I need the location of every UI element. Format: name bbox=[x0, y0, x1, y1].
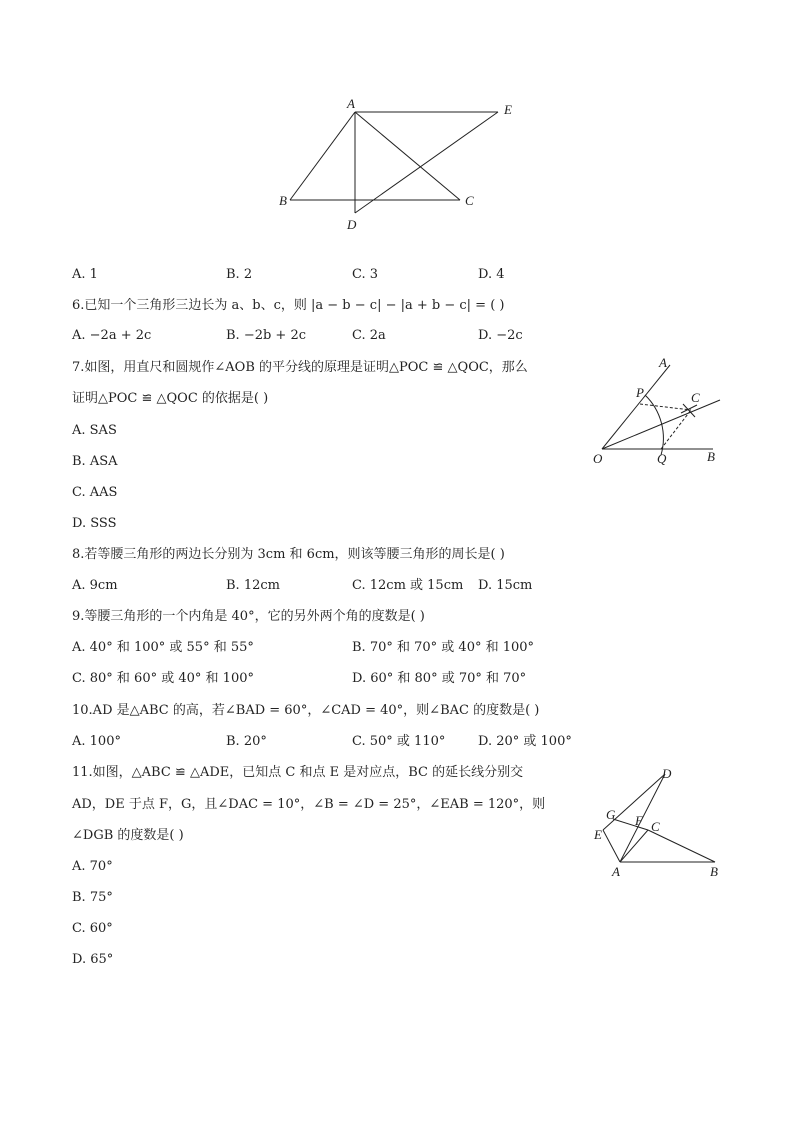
q10-stem: 10.AD 是△ABC 的高，若∠BAD = 60°，∠CAD = 40°，则∠BAC 的度数是( ) bbox=[72, 703, 540, 718]
q6-option-a: A. −2a + 2c bbox=[72, 328, 152, 343]
q9-option-d: D. 60° 和 80° 或 70° 和 70° bbox=[352, 671, 527, 686]
label-B: B bbox=[710, 864, 718, 879]
q11-stem-line3: ∠DGB 的度数是( ) bbox=[72, 828, 184, 843]
q11-stem-line2: AD，DE 于点 F，G，且∠DAC = 10°，∠B = ∠D = 25°，∠EAB = 120°，则 bbox=[72, 797, 546, 812]
q8-option-a: A. 9cm bbox=[72, 578, 118, 593]
q11-option-c: C. 60° bbox=[72, 921, 113, 936]
q5-option-d: D. 4 bbox=[478, 267, 505, 282]
label-C: C bbox=[651, 819, 660, 834]
q11-option-a: A. 70° bbox=[72, 859, 113, 874]
label-D: D bbox=[347, 217, 357, 232]
q5-option-c: C. 3 bbox=[352, 267, 379, 282]
q9-option-b: B. 70° 和 70° 或 40° 和 100° bbox=[352, 640, 535, 655]
label-C: C bbox=[691, 390, 700, 405]
q6-option-c: C. 2a bbox=[352, 328, 386, 343]
label-A: A bbox=[659, 355, 667, 370]
q7-option-c: C. AAS bbox=[72, 485, 118, 500]
q7-option-d: D. SSS bbox=[72, 516, 117, 531]
q8-option-c: C. 12cm 或 15cm bbox=[352, 578, 464, 593]
q9-option-c: C. 80° 和 60° 或 40° 和 100° bbox=[72, 671, 254, 686]
q11-option-d: D. 65° bbox=[72, 952, 114, 967]
q8-option-b: B. 12cm bbox=[226, 578, 280, 593]
label-B: B bbox=[279, 193, 287, 208]
figure-q7-angle-bisector bbox=[585, 355, 725, 470]
q6-stem: 6.已知一个三角形三边长为 a、b、c，则 |a − b − c| − |a + b − c| = ( ) bbox=[72, 298, 505, 313]
label-O: O bbox=[593, 451, 603, 466]
q7-option-a: A. SAS bbox=[72, 423, 117, 438]
q9-option-a: A. 40° 和 100° 或 55° 和 55° bbox=[72, 640, 254, 655]
q10-option-d: D. 20° 或 100° bbox=[478, 734, 572, 749]
q10-option-c: C. 50° 或 110° bbox=[352, 734, 446, 749]
q8-option-d: D. 15cm bbox=[478, 578, 533, 593]
q9-stem: 9.等腰三角形的一个内角是 40°，它的另外两个角的度数是( ) bbox=[72, 609, 425, 624]
q7-stem-line1: 7.如图，用直尺和圆规作∠AOB 的平分线的原理是证明△POC ≌ △QOC，那么 bbox=[72, 360, 528, 375]
figure-q5-triangles bbox=[270, 95, 530, 240]
label-A: A bbox=[347, 96, 355, 111]
q10-option-a: A. 100° bbox=[72, 734, 121, 749]
q11-stem-line1: 11.如图，△ABC ≌ △ADE，已知点 C 和点 E 是对应点，BC 的延长线分别交 bbox=[72, 765, 524, 780]
label-E: E bbox=[504, 102, 512, 117]
q7-option-b: B. ASA bbox=[72, 454, 118, 469]
figure-q11-congruent-triangles bbox=[588, 762, 728, 882]
q6-option-b: B. −2b + 2c bbox=[226, 328, 307, 343]
label-F: F bbox=[635, 813, 643, 828]
q10-option-b: B. 20° bbox=[226, 734, 267, 749]
label-D: D bbox=[662, 766, 672, 781]
label-E: E bbox=[594, 827, 602, 842]
label-A: A bbox=[612, 864, 620, 879]
q5-option-b: B. 2 bbox=[226, 267, 253, 282]
label-G: G bbox=[606, 807, 616, 822]
q7-stem-line2: 证明△POC ≌ △QOC 的依据是( ) bbox=[72, 391, 269, 406]
label-B: B bbox=[707, 449, 715, 464]
label-C: C bbox=[465, 193, 474, 208]
q6-option-d: D. −2c bbox=[478, 328, 523, 343]
q5-option-a: A. 1 bbox=[72, 267, 98, 282]
label-Q: Q bbox=[657, 451, 667, 466]
q8-stem: 8.若等腰三角形的两边长分别为 3cm 和 6cm，则该等腰三角形的周长是( ) bbox=[72, 547, 505, 562]
q11-option-b: B. 75° bbox=[72, 890, 113, 905]
label-P: P bbox=[636, 385, 644, 400]
